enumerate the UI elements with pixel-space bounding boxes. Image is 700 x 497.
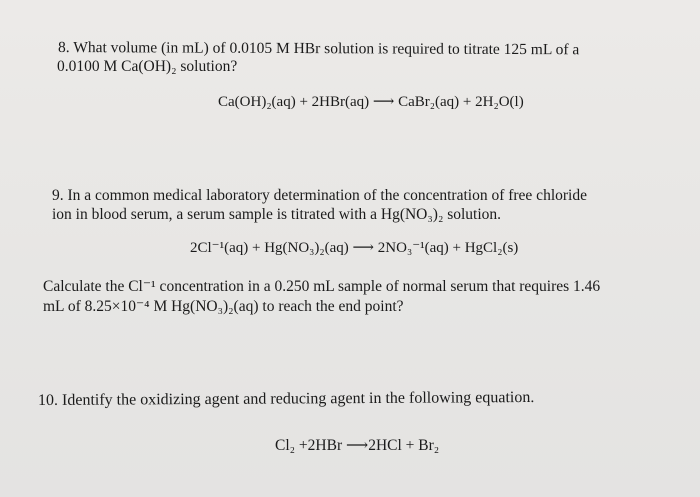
question-10-equation: Cl₂ +2HBr ⟶2HCl + Br₂	[275, 437, 440, 454]
question-8-line-2: 0.0100 M Ca(OH)₂ solution?	[57, 58, 238, 75]
question-9-line-3: Calculate the Cl⁻¹ concentration in a 0.250 mL sample of normal serum that requires 1.46	[43, 278, 601, 295]
question-9-equation: 2Cl⁻¹(aq) + Hg(NO₃)₂(aq) ⟶ 2NO₃⁻¹(aq) + HgCl₂(s)	[190, 240, 519, 256]
question-8-equation: Ca(OH)₂(aq) + 2HBr(aq) ⟶ CaBr₂(aq) + 2H₂O(l)	[218, 94, 524, 110]
question-9-line-2: ion in blood serum, a serum sample is titrated with a Hg(NO₃)₂ solution.	[52, 206, 502, 223]
question-8-line-1: 8. What volume (in mL) of 0.0105 M HBr solution is required to titrate 125 mL of a	[57, 39, 580, 59]
question-9-line-4: mL of 8.25×10⁻⁴ M Hg(NO₃)₂(aq) to reach the end point?	[43, 298, 404, 315]
question-9-line-1: 9. In a common medical laboratory determination of the concentration of free chloride	[52, 187, 587, 204]
question-10-line-1: 10. Identify the oxidizing agent and reducing agent in the following equation.	[37, 388, 535, 409]
